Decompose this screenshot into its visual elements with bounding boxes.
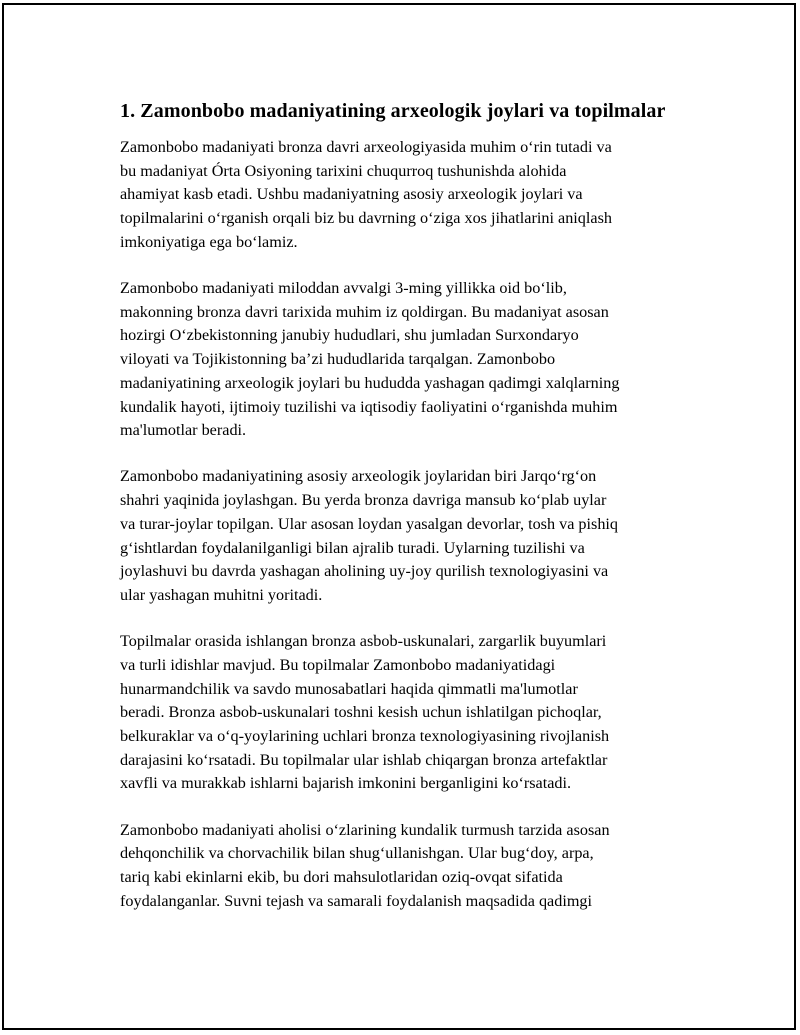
text-line: va turli idishlar mavjud. Bu topilmalar Zamonbobo madaniyatidagi: [120, 655, 556, 674]
text-line: bu madaniyat Órta Osiyoning tarixini chuqurroq tushunishda alohida: [120, 161, 567, 180]
document-body: [120, 98, 696, 936]
text-line: beradi. Bronza asbob-uskunalari toshni kesish uchun ishlatilgan pichoqlar,: [120, 703, 602, 722]
paragraph-sites: [120, 465, 696, 607]
text-line: xavfli va murakkab ishlarni bajarish imkonini berganligini ko‘rsatadi.: [120, 774, 572, 793]
paragraph-finds: [120, 630, 696, 796]
text-line: kundalik hayoti, ijtimoiy tuzilishi va iqtisodiy faoliyatini o‘rganishda muhim: [120, 397, 618, 416]
paragraph-lifestyle: [120, 819, 696, 914]
text-line: ahamiyat kasb etadi. Ushbu madaniyatning asosiy arxeologik joylari va: [120, 185, 583, 204]
text-line: joylashuvi bu davrda yashagan aholining uy-joy qurilish texnologiyasini va: [120, 562, 609, 581]
text-line: darajasini ko‘rsatadi. Bu topilmalar ular ishlab chiqargan bronza artefaktlar: [120, 750, 608, 769]
text-line: va turar-joylar topilgan. Ular asosan loydan yasalgan devorlar, tosh va pishiq: [120, 514, 619, 533]
text-line: tariq kabi ekinlarni ekib, bu dori mahsulotlaridan oziq-ovqat sifatida: [120, 867, 563, 886]
text-line: foydalanganlar. Suvni tejash va samarali foydalanish maqsadida qadimgi: [120, 891, 593, 910]
text-line: dehqonchilik va chorvachilik bilan shug‘ullanishgan. Ular bug‘doy, arpa,: [120, 844, 594, 863]
text-line: ular yashagan muhitni yoritadi.: [120, 585, 323, 604]
text-line: ma'lumotlar beradi.: [120, 421, 247, 440]
text-line: topilmalarini o‘rganish orqali biz bu davrning o‘ziga xos jihatlarini aniqlash: [120, 209, 612, 228]
text-line: Zamonbobo madaniyati bronza davri arxeologiyasida muhim o‘rin tutadi va: [120, 138, 612, 156]
text-line: shahri yaqinida joylashgan. Bu yerda bronza davriga mansub ko‘plab uylar: [120, 491, 607, 510]
section-heading: 1. Zamonbobo madaniyatining arxeologik joylari va topilmalar: [120, 100, 666, 122]
text-line: viloyati va Tojikistonning ba’zi hududlarida tarqalgan. Zamonbobo: [120, 350, 556, 369]
text-line: Zamonbobo madaniyatining asosiy arxeologik joylaridan biri Jarqo‘rg‘on: [120, 467, 597, 486]
text-line: Zamonbobo madaniyati aholisi o‘zlarining kundalik turmush tarzida asosan: [120, 820, 610, 839]
text-line: g‘ishtlardan foydalanilganligi bilan ajralib turadi. Uylarning tuzilishi va: [120, 538, 585, 557]
text-line: madaniyatining arxeologik joylari bu hududda yashagan qadimgi xalqlarning: [120, 373, 620, 392]
text-line: hunarmandchilik va savdo munosabatlari haqida qimmatli ma'lumotlar: [120, 679, 578, 698]
paragraph-intro: [120, 136, 696, 255]
page-frame: [2, 3, 796, 1030]
text-line: makonning bronza davri tarixida muhim iz qoldirgan. Bu madaniyat asosan: [120, 302, 609, 321]
text-line: hozirgi O‘zbekistonning janubiy hududlari, shu jumladan Surxondaryo: [120, 326, 579, 345]
paragraph-dating: [120, 277, 696, 443]
text-line: Topilmalar orasida ishlangan bronza asbob-uskunalari, zargarlik buyumlari: [120, 632, 607, 651]
text-line: Zamonbobo madaniyati miloddan avvalgi 3-ming yillikka oid bo‘lib,: [120, 279, 567, 298]
text-line: belkuraklar va o‘q-yoylarining uchlari bronza texnologiyasining rivojlanish: [120, 726, 610, 745]
text-line: imkoniyatiga ega bo‘lamiz.: [120, 232, 298, 251]
